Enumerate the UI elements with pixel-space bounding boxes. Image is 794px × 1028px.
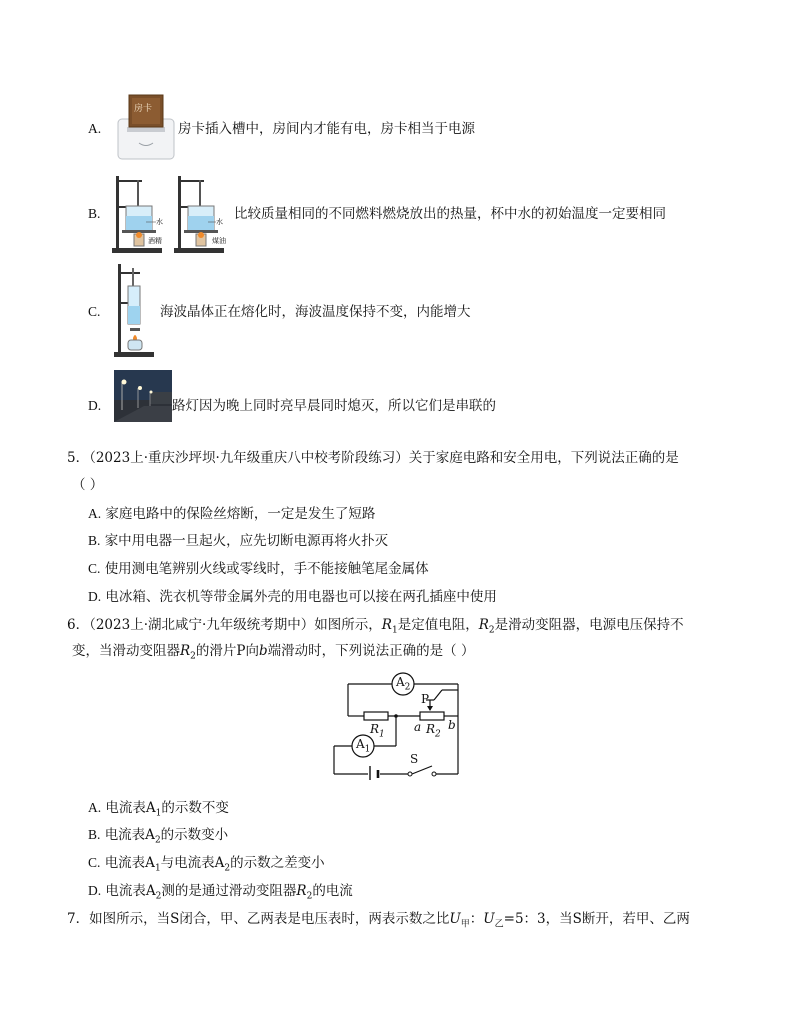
resistor-r2-label: $R_2$ [426, 722, 441, 740]
q6-option-c: C. 电流表$A_1$与电流表$A_2$的示数之差变小 [88, 855, 325, 874]
q5-option-a: A. 家庭电路中的保险丝熔断，一定是发生了短路 [88, 506, 376, 522]
ammeter-a1-label: $A_1$ [356, 737, 371, 755]
q6-option-d: D. 电流表$A_2$测的是通过滑动变阻器$R_2$的电流 [88, 883, 353, 902]
fuel-label-right: 煤油 [212, 237, 226, 245]
q4-option-d-text: 路灯因为晚上同时亮早晨同时熄灭，所以它们是串联的 [172, 398, 496, 414]
q4-option-c-letter: C. [88, 304, 101, 319]
water-label-left: 水 [156, 218, 163, 226]
q4-option-b-text: 比较质量相同的不同燃料燃烧放出的热量，杯中水的初始温度一定要相同 [234, 206, 666, 222]
q4-option-a-letter: A. [88, 121, 102, 136]
q4-option-b-letter: B. [88, 206, 101, 221]
fuel-label-left: 酒精 [148, 237, 162, 245]
q6-stem-line1: 6．（2023上·湖北咸宁·九年级统考期中）如图所示，$R_1$是定值电阻，$R_2$是滑动变阻器，电源电压保持不 [67, 617, 684, 636]
q6-stem-line2: 变，当滑动变阻器$R_2$的滑片P向b端滑动时，下列说法正确的是（ ） [72, 643, 475, 662]
street-lights-photo [114, 370, 172, 422]
end-b-label: b [448, 718, 456, 732]
q5-stem [67, 449, 679, 467]
q6-source: （2023上·湖北咸宁·九年级统考期中） [89, 617, 315, 633]
ammeter-a2-label: $A_2$ [396, 675, 411, 693]
room-card-image [117, 93, 175, 161]
end-a-label: a [414, 720, 422, 734]
q6-option-a: A. 电流表$A_1$的示数不变 [88, 800, 229, 819]
q4-option-c-text: 海波晶体正在熔化时，海波温度保持不变，内能增大 [160, 304, 471, 320]
resistor-r1-label: $R_1$ [370, 722, 385, 740]
q5-option-b: B. 家中用电器一旦起火，应先切断电源再将火扑灭 [88, 533, 389, 549]
slider-p-label: P [421, 692, 430, 706]
q7-stem: 7．如图所示，当S闭合，甲、乙两表是电压表时，两表示数之比$U_甲$：$U_乙=5$：3，当S断开，若甲、乙两 [67, 911, 690, 930]
switch-s-label: S [410, 752, 419, 766]
fuel-burning-apparatus-image [112, 172, 234, 254]
q6-option-b: B. 电流表$A_2$的示数变小 [88, 827, 229, 846]
circuit-diagram [330, 670, 466, 780]
q5-stem-text: 关于家庭电路和安全用电，下列说法正确的是 [408, 450, 679, 466]
melting-crystal-apparatus-image [112, 262, 158, 358]
water-label-right: 水 [216, 218, 223, 226]
q5-option-c: C. 使用测电笔辨别火线或零线时，手不能接触笔尾金属体 [88, 561, 429, 577]
q5-option-d: D. 电冰箱、洗衣机等带金属外壳的用电器也可以接在两孔插座中使用 [88, 589, 497, 605]
q4-option-a-text: 房卡插入槽中，房间内才能有电，房卡相当于电源 [178, 121, 475, 137]
q5-answer-bracket: （ ） [72, 477, 104, 493]
q5-source: （2023上·重庆沙坪坝·九年级重庆八中校考阶段练习） [89, 450, 409, 466]
q5-number: 5． [67, 450, 90, 466]
room-card-label: 房卡 [134, 104, 153, 114]
q4-option-d-letter: D. [88, 398, 102, 413]
